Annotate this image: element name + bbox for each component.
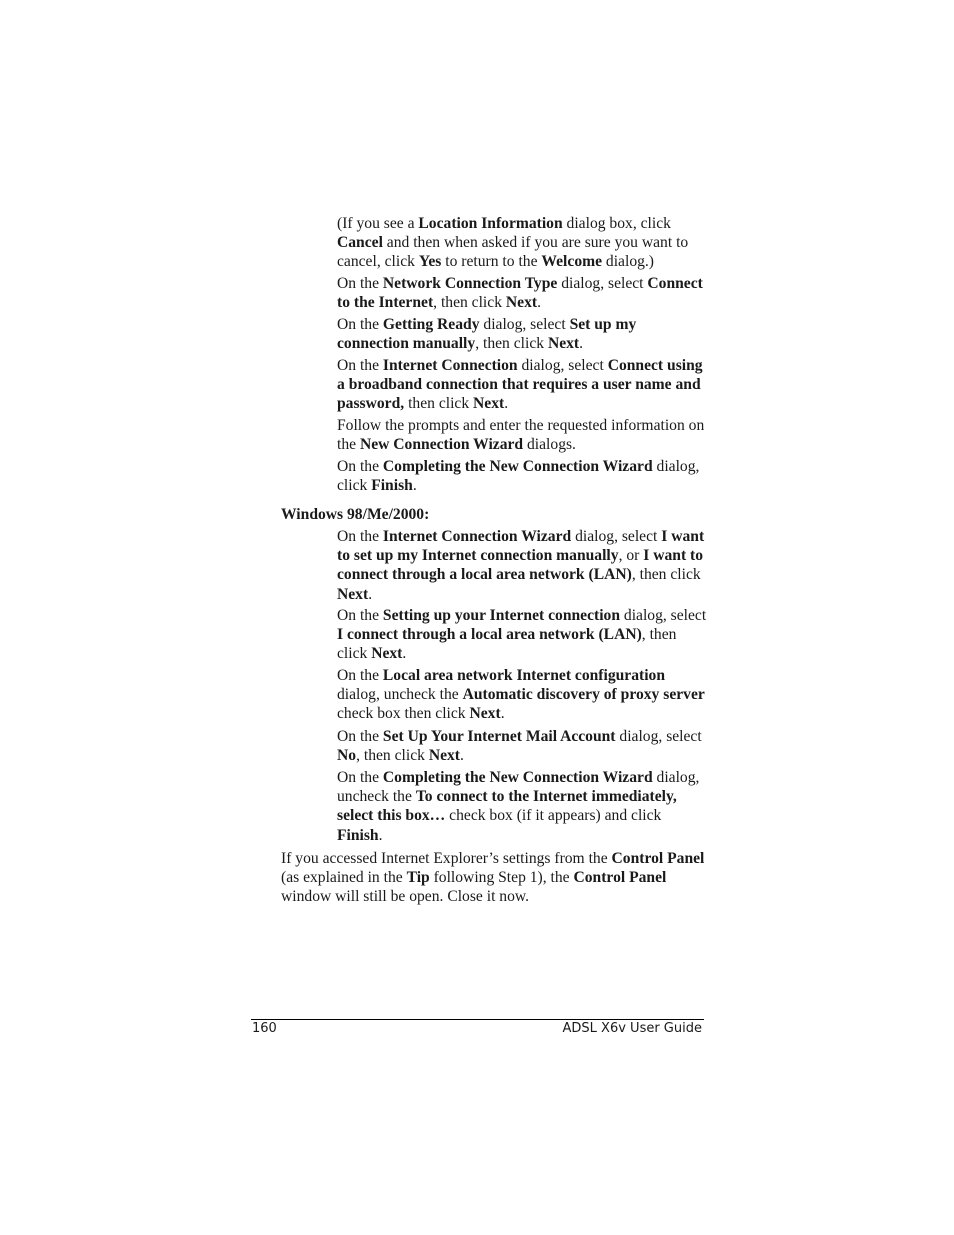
text-run: (If you see a	[337, 215, 419, 232]
text-run: dialog, click	[337, 458, 700, 495]
text-run: On the	[337, 275, 383, 292]
text-run: Follow the prompts and enter the requested information on the	[337, 417, 705, 454]
bold-term: Completing the New Connection Wizard	[382, 458, 653, 475]
text-run: On the	[337, 357, 383, 374]
bold-term: Yes	[418, 253, 442, 271]
bold-term: Location Information	[418, 215, 563, 232]
text-run: .	[537, 294, 541, 312]
paragraph-network-connection-type	[337, 274, 707, 312]
paragraph-completing-wizard-98	[337, 768, 707, 845]
text-run: On the	[337, 458, 383, 475]
text-run: .	[368, 585, 373, 603]
bold-term: Control Panel	[611, 850, 705, 867]
text-run: dialog, uncheck the	[337, 769, 700, 806]
bold-term: Windows 98/Me/2000:	[281, 506, 430, 523]
text-run: dialog, select	[517, 357, 608, 374]
text-run: , then click	[631, 566, 701, 584]
text-run: dialog, uncheck the	[337, 686, 463, 704]
text-run: On the	[337, 667, 383, 684]
paragraph-getting-ready	[337, 315, 707, 353]
text-run: On the	[337, 728, 383, 745]
paragraph-location-information	[337, 214, 707, 272]
paragraph-control-panel	[281, 849, 706, 907]
text-run: to return to the	[441, 253, 542, 271]
guide-title: ADSL X6v User Guide	[562, 1021, 702, 1036]
bold-term: To connect to the Internet immediately, select this box…	[337, 788, 677, 825]
bold-term: Local area network Internet configuration	[382, 667, 666, 684]
paragraph-internet-connection-wizard	[337, 527, 707, 604]
bold-term: Internet Connection Wizard	[382, 528, 572, 545]
bold-term: Next	[473, 395, 505, 413]
text-run: , then click	[475, 335, 548, 353]
bold-term: I want to set up my Internet connection manually	[337, 528, 705, 565]
bold-term: I connect through a local area network (LAN)	[337, 626, 642, 644]
paragraph-mail-account	[337, 727, 707, 765]
text-run: .	[378, 826, 383, 844]
text-run: window will still be open. Close it now.	[281, 888, 530, 906]
text-run: dialog, select	[615, 728, 702, 745]
text-run: check box (if it appears) and click	[445, 807, 662, 825]
bold-term: I want to connect through a local area network (LAN)	[337, 547, 704, 584]
text-run: dialog, select	[479, 316, 570, 333]
bold-term: Finish	[371, 477, 413, 495]
bold-term: Connect using a broadband connection that requires a user name and password,	[337, 357, 703, 413]
text-run: , then click	[433, 294, 506, 312]
text-run: and then when asked if you are sure you want to cancel, click	[337, 234, 689, 271]
paragraph-completing-wizard	[337, 457, 707, 495]
text-run: On the	[337, 769, 383, 786]
text-run: On the	[337, 316, 383, 333]
page-number: 160	[252, 1021, 277, 1036]
bold-term: No	[337, 747, 357, 765]
text-run: following Step 1), the	[429, 869, 574, 887]
bold-term: Next	[337, 585, 369, 603]
bold-term: New Connection Wizard	[359, 436, 524, 454]
text-run: .	[460, 747, 464, 765]
paragraph-internet-connection	[337, 356, 707, 414]
text-run: dialog, select	[557, 275, 648, 292]
text-run: .	[500, 705, 505, 723]
bold-term: Welcome	[541, 253, 603, 271]
text-run: dialog, select	[571, 528, 662, 545]
text-run: On the	[337, 528, 383, 545]
bold-term: Next	[371, 645, 403, 663]
text-run: (as explained in the	[281, 869, 407, 887]
bold-term: Set Up Your Internet Mail Account	[382, 728, 616, 745]
bold-term: Finish	[337, 826, 379, 844]
bold-term: Set up my connection manually	[337, 316, 637, 353]
text-run: , then click	[356, 747, 429, 765]
bold-term: Cancel	[337, 234, 383, 252]
bold-term: Network Connection Type	[382, 275, 558, 292]
bold-term: Next	[428, 747, 460, 765]
bold-term: Next	[547, 335, 580, 353]
paragraph-lan-configuration	[337, 666, 707, 724]
text-run: then click	[404, 395, 474, 413]
paragraph-setting-up-connection	[337, 606, 707, 664]
bold-term: Completing the New Connection Wizard	[382, 769, 653, 786]
bold-term: Getting Ready	[382, 316, 480, 333]
text-run: .	[402, 645, 407, 663]
text-run: , or	[618, 547, 644, 565]
paragraph-follow-prompts	[337, 416, 707, 454]
bold-term: Next	[469, 705, 501, 723]
bold-term: Control Panel	[573, 869, 667, 887]
bold-term: Internet Connection	[382, 357, 518, 374]
bold-term: Tip	[406, 869, 430, 887]
text-run: check box then click	[337, 705, 470, 723]
text-run: .	[412, 477, 417, 495]
text-run: .	[579, 335, 584, 353]
footer-rule	[251, 1019, 704, 1020]
section-heading-windows-98	[281, 505, 706, 524]
text-run: If you accessed Internet Explorer’s settings from the	[281, 850, 612, 867]
bold-term: Automatic discovery of proxy server	[462, 686, 705, 704]
text-run: dialog, select	[620, 607, 707, 624]
text-run: .	[504, 395, 509, 413]
text-run: dialog box, click	[562, 215, 671, 232]
bold-term: Connect to the Internet	[337, 275, 703, 312]
bold-term: Setting up your Internet connection	[382, 607, 620, 624]
text-run: , then click	[337, 626, 677, 663]
text-run: dialog.)	[602, 253, 654, 271]
text-run: dialogs.	[523, 436, 576, 454]
text-run: On the	[337, 607, 383, 624]
bold-term: Next	[505, 294, 538, 312]
